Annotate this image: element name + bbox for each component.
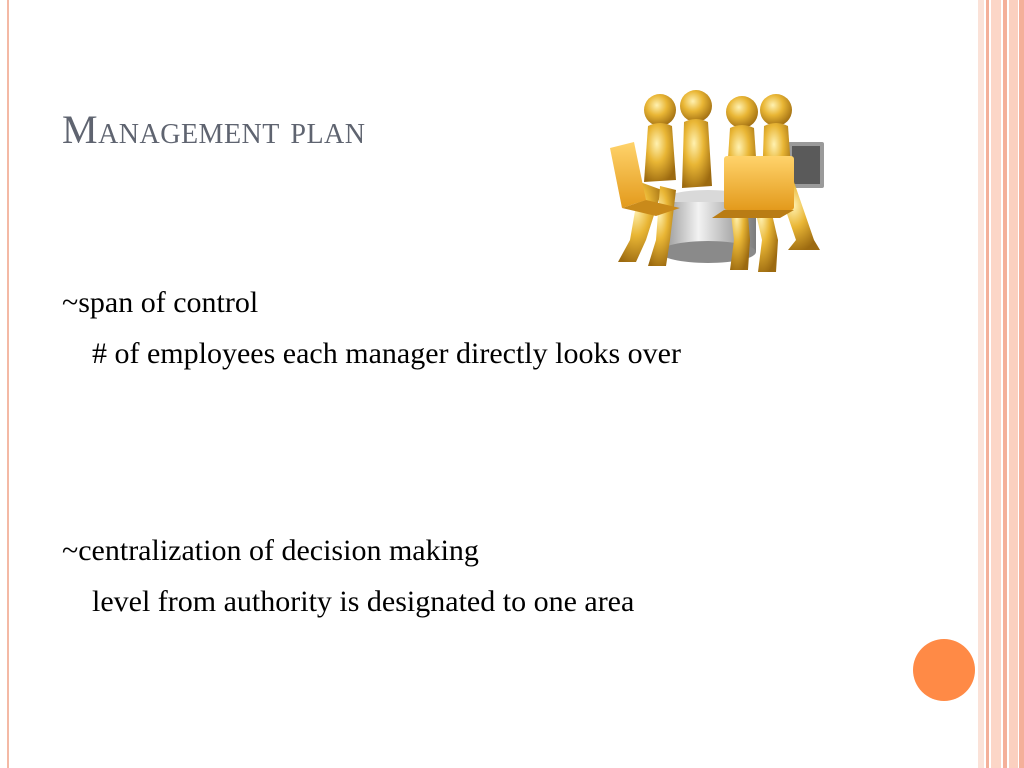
detail-centralization: level from authority is designated to one area (92, 585, 635, 618)
bullet-centralization: ~centralization of decision making (62, 534, 479, 567)
team-working-laptops-icon (600, 90, 840, 280)
slide-title: Management plan (62, 107, 366, 152)
detail-span-of-control: # of employees each manager directly looks over (92, 337, 681, 370)
bullet-span-of-control: ~span of control (62, 286, 259, 319)
left-border-rule (7, 0, 9, 768)
orange-circle-decoration (913, 639, 975, 701)
